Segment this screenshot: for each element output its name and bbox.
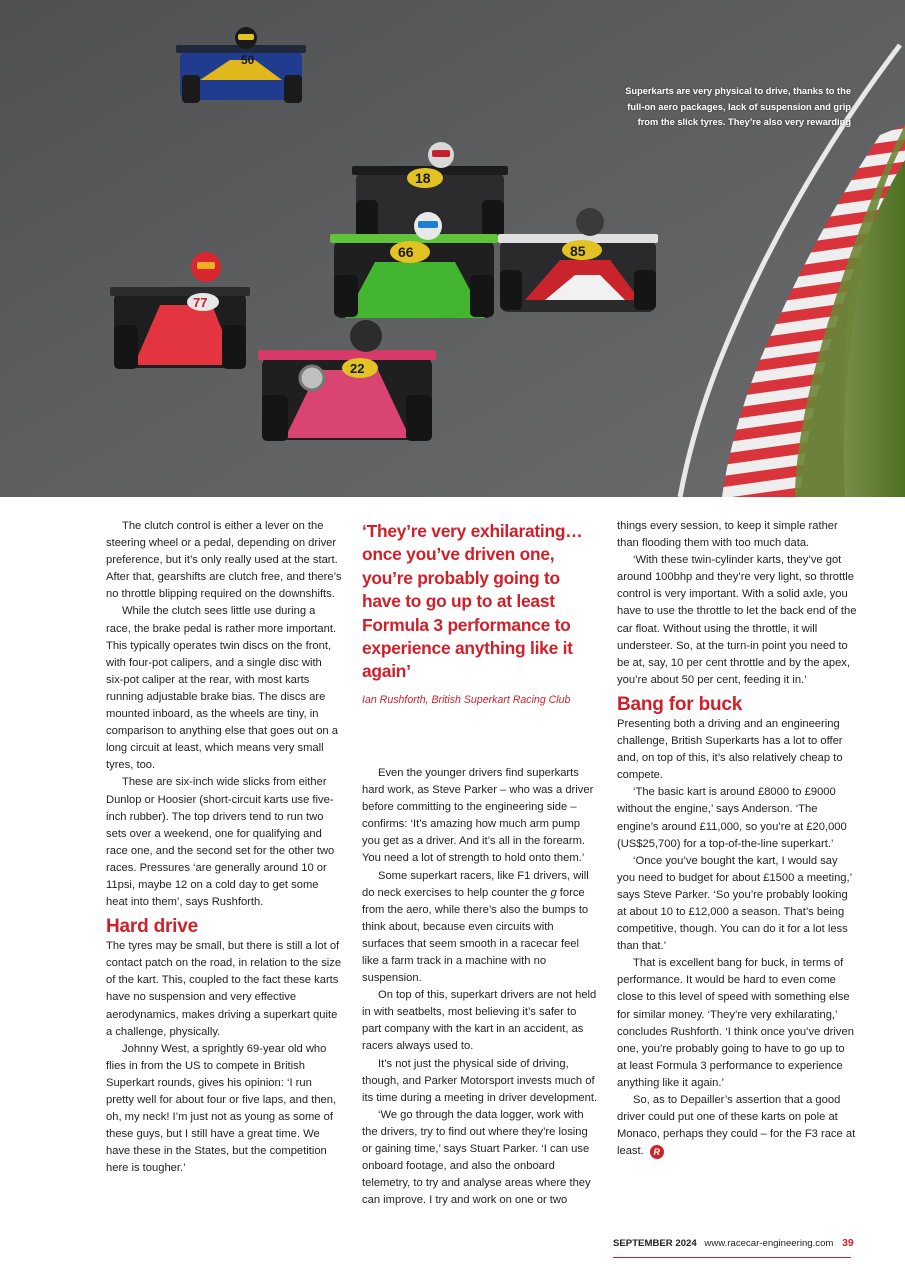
end-mark-logo-icon: R: [650, 1145, 664, 1159]
body-paragraph: Even the younger drivers find superkarts hard work, as Steve Parker – who was a driver before committing to the engineering side – confirms: ‘It’s amazing how much arm pump you get as a driver. And it’s all in the forearm. You need a lot of strength to hold onto them.’: [362, 766, 594, 865]
page-number: 39: [842, 1238, 854, 1249]
body-text-fragment: force from the aero, while there’s also the bumps to think about, because even circuits with surfaces that seem smooth in a racecar feel like a farm track in a machine with no suspension.: [362, 886, 589, 985]
body-paragraph: Presenting both a driving and an engineering challenge, British Superkarts has a lot to offer and, on top of this, it’s also relatively cheap to compete.: [617, 717, 843, 782]
body-paragraph: things every session, to keep it simple rather than flooding them with too much data.: [617, 520, 838, 550]
issue-date: SEPTEMBER 2024: [613, 1238, 697, 1249]
body-paragraph: ‘Once you’ve bought the kart, I would say you need to budget for about £1500 a meeting,’ says Steve Parker. ‘So you’re probably looking at about 10 to £12,000 a season. That’s being competitive, though. You can do it for a lot less than that.’: [617, 854, 852, 953]
kart-number-22: 22: [350, 361, 365, 376]
hero-photo: [0, 0, 905, 497]
body-paragraph: [362, 868, 598, 988]
kart-number-77: 77: [193, 295, 208, 310]
kart-number-85: 85: [570, 243, 586, 259]
left-column: [106, 518, 342, 1177]
body-paragraph: ‘The basic kart is around £8000 to £9000 without the engine,’ says Anderson. ‘The engine’s around £11,000, so you’re at £20,000 (US$25,700) for a top-of-the-line superkart.’: [617, 786, 847, 850]
body-paragraph: ‘We go through the data logger, work with the drivers, try to find out where they’re losing or gaining time,’ says Stuart Parker. ‘I can use onboard footage, and also the onboard telemetry, to try and analyse areas where they can improve. I try and work on one or two: [362, 1108, 591, 1207]
body-paragraph: [617, 1092, 857, 1160]
body-paragraph: ‘With these twin-cylinder karts, they’ve got around 100bhp and they’re very light, so throttle control is very important. With a solid axle, you have to use the throttle to let the back end of the car float. Without using the throttle, it will understeer. So, at the turn-in point you need to be at, say, 10 per cent throttle and by the apex, you’re about 50 per cent, feeding it in.’: [617, 554, 857, 686]
section-heading-hard-drive: Hard drive: [106, 916, 198, 938]
body-paragraph: These are six-inch wide slicks from either Dunlop or Hoosier (short-circuit karts use five-inch rubber). The top drivers tend to run two sets over a weekend, one for qualifying and race one, and the second set for the other two races. Pressures ‘are generally around 10 or 11psi, maybe 12 on a cold day to get some heat into them’, says Rushforth.: [106, 776, 335, 909]
middle-column-body: [362, 765, 598, 1209]
body-paragraph: Johnny West, a sprightly 69-year old who flies in from the US to compete in British Superkart rounds, gives his opinion: ‘I run pretty well for about four or five laps, and then, oh, my neck! I’m just not as young as some of these guys, but I still have a great time. We have these in the States, but the competition here is tougher.’: [106, 1042, 337, 1175]
body-paragraph: The clutch control is either a lever on the steering wheel or a pedal, depending on driver preference, but it’s only really used at the start. After that, gearshifts are clutch free, and there’s no throttle blipping required on the downshifts.: [106, 520, 342, 601]
photo-caption: Superkarts are very physical to drive, thanks to the full-on aero packages, lack of suspension and grip from the slick tyres. They’re also very rewarding: [625, 86, 851, 128]
section-heading-bang-for-buck: Bang for buck: [617, 693, 743, 715]
body-paragraph: While the clutch sees little use during a race, the brake pedal is rather more important. This typically operates twin discs on the front, with four-pot calipers, and a single disc with six-pot caliper at the rear, with most karts running adjustable brake bias. The discs are mounted inboard, as the wheels are tiny, in comparison to anything else that goes out on a long circuit at least, which means very small tyres, too.: [106, 605, 338, 772]
pull-quote-attribution: Ian Rushforth, British Superkart Racing Club: [362, 693, 571, 706]
kart-number-18: 18: [415, 170, 431, 186]
kart-number-66: 66: [398, 244, 414, 260]
body-paragraph: On top of this, superkart drivers are not held in with seatbelts, most believing it’s safer to part company with the kart in an accident, as racers always used to.: [362, 989, 597, 1053]
body-paragraph: It’s not just the physical side of driving, though, and Parker Motorsport invests much of its time during a meeting in driver development.: [362, 1057, 598, 1104]
body-text-fragment: Some superkart racers, like F1 drivers, will do neck exercises to help counter the: [362, 869, 589, 899]
website-url: www.racecar-engineering.com: [704, 1238, 834, 1249]
g-force-italic: g: [550, 886, 557, 899]
right-column: [617, 518, 857, 1160]
pull-quote: ‘They’re very exhilarating… once you’ve driven one, you’re probably going to have to go up to at least Formula 3 performance to experience anything like it again’: [362, 521, 583, 682]
middle-column: [362, 518, 598, 1209]
footer-divider: [613, 1257, 851, 1258]
body-text-fragment: So, as to Depailler’s assertion that a good driver could put one of these karts on pole at Monaco, perhaps they could – for the F3 race at least.: [617, 1094, 856, 1158]
race-scene-illustration: [0, 0, 905, 497]
body-paragraph: That is excellent bang for buck, in terms of performance. It would be hard to even come close to this level of speed with something else for similar money. ‘They’re very exhilarating,’ concludes Rushforth. ‘I think once you’ve driven one, you’re probably going to have to go up to at least Formula 3 performance to experience anything like it again.’: [617, 957, 854, 1089]
page-footer: [613, 1238, 854, 1249]
body-paragraph: The tyres may be small, but there is still a lot of contact patch on the road, in relation to the size of the kart. This, coupled to the fact these karts have no suspension and very effective aerodynamics, makes driving a superkart quite a challenge, physically.: [106, 940, 342, 1038]
kart-number-50: 50: [241, 53, 255, 67]
